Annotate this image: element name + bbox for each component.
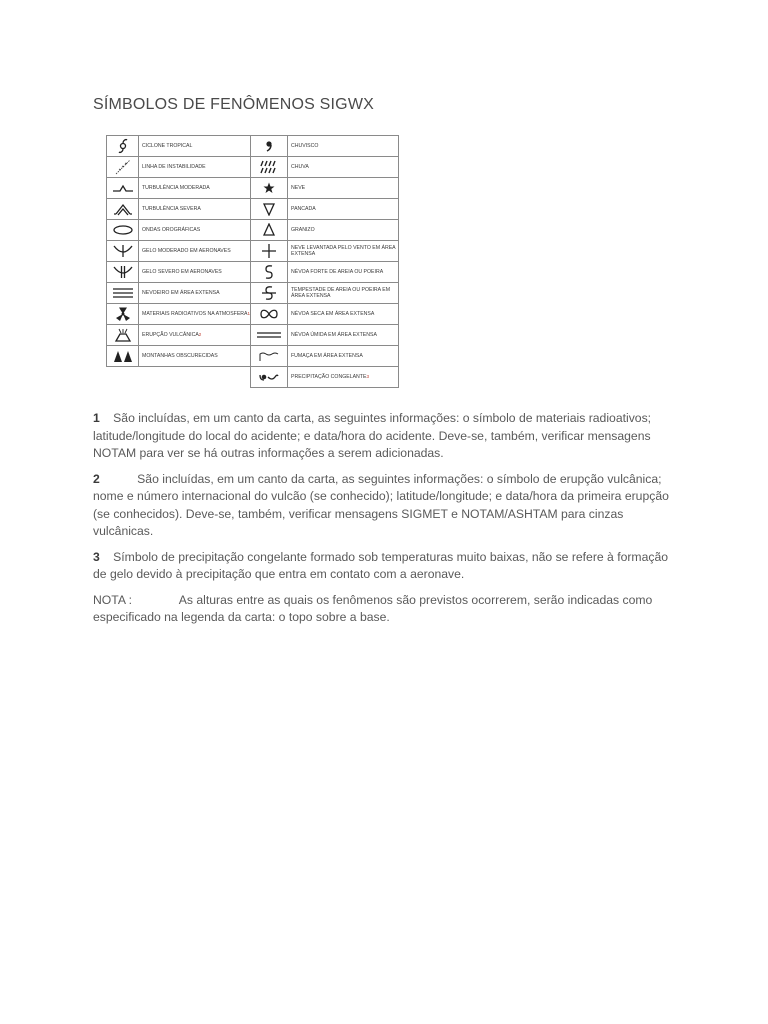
note-label: NOTA : <box>93 592 133 607</box>
symbol-label: CHUVISCO <box>291 143 319 149</box>
rain-icon <box>251 160 287 174</box>
widespread-fog-icon <box>107 287 138 299</box>
shower-icon <box>251 202 287 216</box>
footnote-marker: 3 <box>366 374 369 379</box>
footnote-marker: 1 <box>247 311 251 316</box>
symbol-label: CICLONE TROPICAL <box>142 143 193 149</box>
footnote-marker: 2 <box>198 332 202 337</box>
left-symbol-cell <box>107 220 139 241</box>
snow-icon <box>251 182 287 194</box>
right-label-cell <box>288 283 399 304</box>
left-label-cell <box>139 325 251 346</box>
right-symbol-cell <box>251 220 288 241</box>
left-label-cell <box>139 241 251 262</box>
legend-row <box>107 304 399 325</box>
sandstorm-icon <box>251 264 287 280</box>
right-label-cell <box>288 220 399 241</box>
right-label-cell <box>288 304 399 325</box>
obscured-mountains-icon <box>107 349 138 363</box>
right-symbol-cell <box>251 346 288 367</box>
smoke-icon <box>251 350 287 362</box>
right-label-cell <box>288 136 399 157</box>
legend-row <box>107 199 399 220</box>
blowing-snow-icon <box>251 243 287 259</box>
symbol-label: GELO MODERADO EM AERONAVES <box>142 248 231 254</box>
radioactive-icon <box>107 306 138 322</box>
right-symbol-cell <box>251 304 288 325</box>
hail-icon <box>251 223 287 237</box>
left-label-cell <box>139 304 251 325</box>
footnote-number: 1 <box>93 411 100 425</box>
right-symbol-cell <box>251 325 288 346</box>
page-title: SÍMBOLOS DE FENÔMENOS SIGWX <box>93 96 374 113</box>
symbol-label: ONDAS OROGRÁFICAS <box>142 227 201 233</box>
symbol-label: TEMPESTADE DE AREIA OU POEIRA EM ÁREA EXTENSA <box>291 287 391 299</box>
footnote-text: Símbolo de precipitação congelante formado sob temperaturas muito baixas, não se refere à formação de gelo devido à precipitação que entra em contato com a aeronave. <box>93 549 669 581</box>
symbol-label: NEVE LEVANTADA PELO VENTO EM ÁREA EXTENSA <box>291 245 396 257</box>
footnote-2 <box>93 471 683 541</box>
right-label-cell <box>288 367 399 388</box>
footnote-text: São incluídas, em um canto da carta, as seguintes informações: o símbolo de materiais radioativos; latitude/longitude do local do acidente; e data/hora do acidente. Deve-se, também, verificar mensagens NOTAM para ver se há outras informações a serem adicionadas. <box>93 411 652 460</box>
note-text: As alturas entre as quais os fenômenos são previstos ocorrerem, serão indicadas como especificado na legenda da carta: o topo sobre a base. <box>93 592 653 624</box>
footnote-text: São incluídas, em um canto da carta, as seguintes informações: o símbolo de erupção vulcânica; nome e número internacional do vulcão (se conhecido); latitude/longitude; e data/hora da primeira erupção (se conhecidos). Deve-se, também, verificar mensagens SIGMET e NOTAM/ASHTAM para cinzas vulcânicas. <box>93 471 669 538</box>
right-symbol-cell <box>251 262 288 283</box>
left-symbol-cell <box>107 157 139 178</box>
moderate-icing-icon <box>107 244 138 258</box>
empty-cell <box>107 367 139 388</box>
note <box>93 592 683 627</box>
drizzle-icon <box>251 139 287 153</box>
legend-row <box>107 346 399 367</box>
symbol-label: GRANIZO <box>291 227 315 233</box>
left-label-cell <box>139 220 251 241</box>
right-label-cell <box>288 178 399 199</box>
severe-turbulence-icon <box>107 202 138 216</box>
left-symbol-cell <box>107 136 139 157</box>
right-symbol-cell <box>251 136 288 157</box>
symbol-label: TURBULÊNCIA MODERADA <box>142 185 210 191</box>
right-symbol-cell <box>251 178 288 199</box>
footnote-number: 2 <box>93 471 100 486</box>
right-symbol-cell <box>251 283 288 304</box>
symbol-label: NÉVOA FORTE DE AREIA OU POEIRA <box>291 269 384 275</box>
legend-row <box>107 178 399 199</box>
squall-line-icon <box>107 159 138 175</box>
symbol-label: CHUVA <box>291 164 309 170</box>
left-label-cell <box>139 283 251 304</box>
right-symbol-cell <box>251 241 288 262</box>
right-symbol-cell <box>251 199 288 220</box>
left-symbol-cell <box>107 346 139 367</box>
tropical-cyclone-icon <box>107 138 138 154</box>
legend-row <box>107 136 399 157</box>
haze-icon <box>251 309 287 319</box>
right-label-cell <box>288 241 399 262</box>
left-label-cell <box>139 346 251 367</box>
left-symbol-cell <box>107 283 139 304</box>
mountain-waves-icon <box>107 224 138 236</box>
symbol-label: LINHA DE INSTABILIDADE <box>142 164 206 170</box>
symbol-label: ERUPÇÃO VULCÂNICA <box>142 332 199 338</box>
right-label-cell <box>288 157 399 178</box>
legend-row <box>107 220 399 241</box>
footnotes <box>93 410 683 635</box>
legend-row <box>107 325 399 346</box>
right-label-cell <box>288 199 399 220</box>
left-label-cell <box>139 178 251 199</box>
left-symbol-cell <box>107 304 139 325</box>
sigwx-legend-table <box>106 135 399 388</box>
symbol-label: PANCADA <box>291 206 316 212</box>
symbol-label: NÉVOA SECA EM ÁREA EXTENSA <box>291 311 375 317</box>
symbol-label: GELO SEVERO EM AERONAVES <box>142 269 222 275</box>
volcanic-eruption-icon <box>107 328 138 342</box>
left-symbol-cell <box>107 178 139 199</box>
moderate-turbulence-icon <box>107 183 138 193</box>
legend-row <box>107 367 399 388</box>
legend-row <box>107 262 399 283</box>
left-label-cell <box>139 262 251 283</box>
symbol-label: NEVOEIRO EM ÁREA EXTENSA <box>142 290 220 296</box>
dust-storm-icon <box>251 285 287 301</box>
left-label-cell <box>139 157 251 178</box>
left-symbol-cell <box>107 325 139 346</box>
severe-icing-icon <box>107 265 138 279</box>
left-symbol-cell <box>107 241 139 262</box>
right-label-cell <box>288 346 399 367</box>
symbol-label: NEVE <box>291 185 306 191</box>
legend-row <box>107 157 399 178</box>
left-symbol-cell <box>107 199 139 220</box>
symbol-label: MATERIAIS RADIOATIVOS NA ATMOSFERA <box>142 311 248 317</box>
left-label-cell <box>139 136 251 157</box>
freezing-precipitation-icon <box>251 371 287 383</box>
symbol-label: MONTANHAS OBSCURECIDAS <box>142 353 218 359</box>
footnote-3 <box>93 549 683 584</box>
right-label-cell <box>288 325 399 346</box>
left-symbol-cell <box>107 262 139 283</box>
symbol-label: PRECIPITAÇÃO CONGELANTE <box>291 374 367 380</box>
empty-cell <box>139 367 251 388</box>
left-label-cell <box>139 199 251 220</box>
legend-row <box>107 283 399 304</box>
right-label-cell <box>288 262 399 283</box>
mist-icon <box>251 330 287 340</box>
footnote-1 <box>93 410 683 463</box>
symbol-label: NÉVOA ÚMIDA EM ÁREA EXTENSA <box>291 332 377 338</box>
right-symbol-cell <box>251 157 288 178</box>
symbol-label: FUMAÇA EM ÁREA EXTENSA <box>291 353 363 359</box>
footnote-number: 3 <box>93 549 100 564</box>
legend-row <box>107 241 399 262</box>
right-symbol-cell <box>251 367 288 388</box>
symbol-label: TURBULÊNCIA SEVERA <box>142 206 201 212</box>
